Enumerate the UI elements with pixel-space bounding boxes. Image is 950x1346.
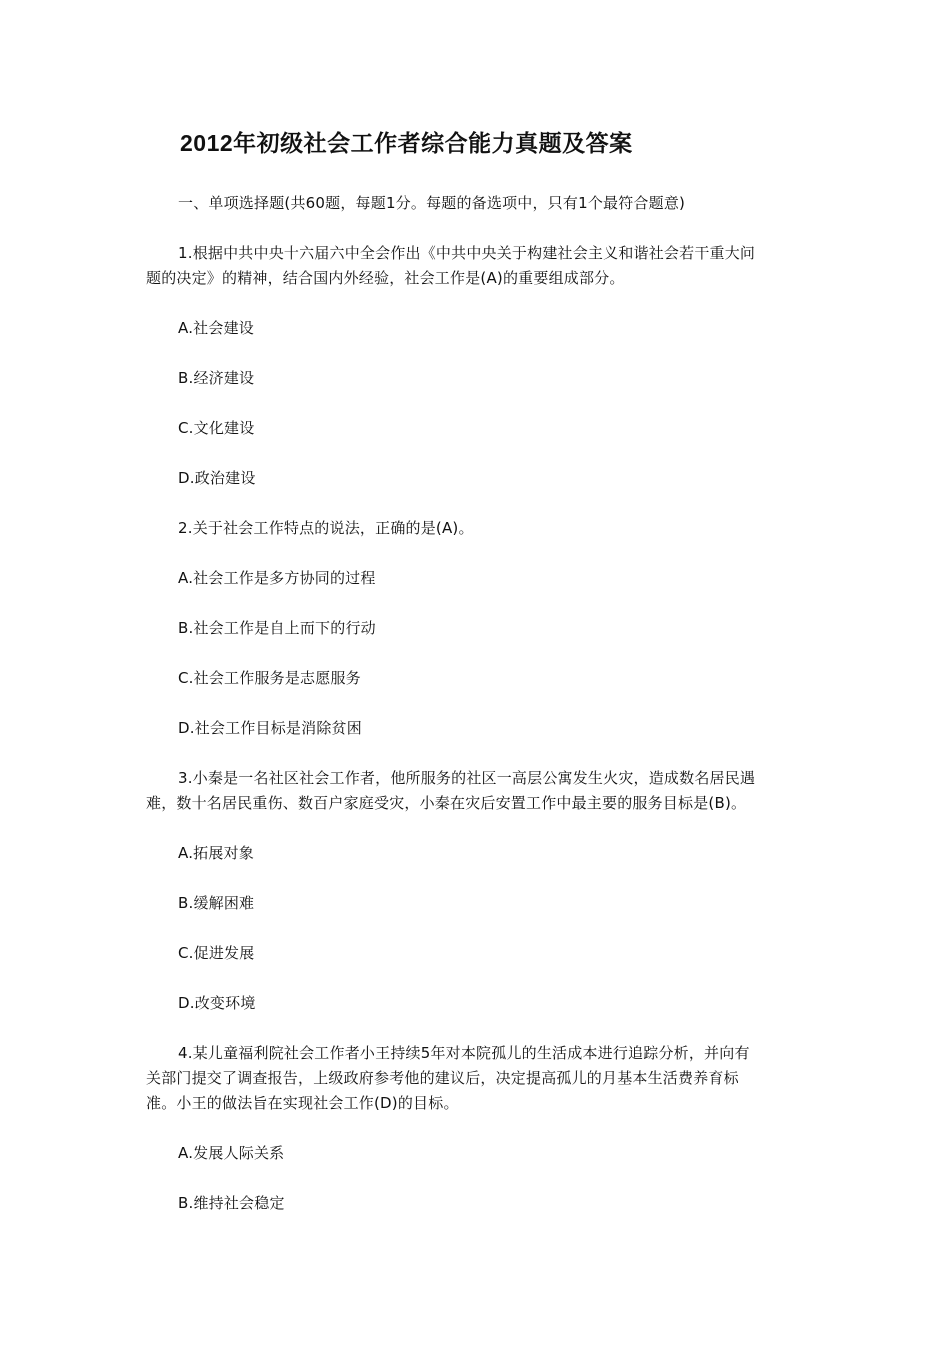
question-2-option-a: A.社会工作是多方协同的过程 [178,569,376,587]
question-1-option-d: D.政治建设 [178,469,256,487]
question-2-option-b: B.社会工作是自上而下的行动 [178,619,376,637]
question-4-line-3: 准。小王的做法旨在实现社会工作(D)的目标。 [146,1094,459,1112]
question-2-option-d: D.社会工作目标是消除贫困 [178,719,362,737]
question-3-line-1: 3.小秦是一名社区社会工作者，他所服务的社区一高层公寓发生火灾，造成数名居民遇 [178,769,756,787]
section-heading: 一、单项选择题(共60题，每题1分。每题的备选项中，只有1个最符合题意) [178,194,686,212]
question-3-option-a: A.拓展对象 [178,844,254,862]
question-4-line-2: 关部门提交了调查报告，上级政府参考他的建议后，决定提高孤儿的月基本生活费养育标 [146,1069,739,1087]
question-3-option-b: B.缓解困难 [178,894,255,912]
document-title: 2012年初级社会工作者综合能力真题及答案 [180,130,633,156]
question-3-option-d: D.改变环境 [178,994,256,1012]
question-1-option-c: C.文化建设 [178,419,255,437]
question-3-line-2: 难，数十名居民重伤、数百户家庭受灾，小秦在灾后安置工作中最主要的服务目标是(B)。 [146,794,747,812]
question-1-option-b: B.经济建设 [178,369,255,387]
question-4-option-b: B.维持社会稳定 [178,1194,285,1212]
question-2-option-c: C.社会工作服务是志愿服务 [178,669,361,687]
question-1-line-2: 题的决定》的精神，结合国内外经验，社会工作是(A)的重要组成部分。 [146,269,625,287]
question-3-option-c: C.促进发展 [178,944,255,962]
question-4-option-a: A.发展人际关系 [178,1144,285,1162]
question-4-line-1: 4.某儿童福利院社会工作者小王持续5年对本院孤儿的生活成本进行追踪分析，并向有 [178,1044,750,1062]
question-2-line-1: 2.关于社会工作特点的说法，正确的是(A)。 [178,519,474,537]
question-1-option-a: A.社会建设 [178,319,254,337]
question-1-line-1: 1.根据中共中央十六届六中全会作出《中共中央关于构建社会主义和谐社会若干重大问 [178,244,756,262]
